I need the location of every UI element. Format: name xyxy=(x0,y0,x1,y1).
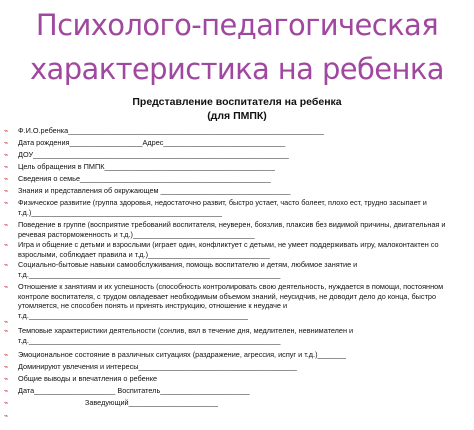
field-text[interactable]: Отношение к занятиям и их успешность (способность контролировать свою деятельность, нуждается в помощи, постоянном контроле воспитателя, с трудом овладевает необходимым объемом знаний, неусидчив, не доводит дело до конца, быстро утомляется, не способен понять и принять инструкцию, отношение к неудаче и т.д.______________________________________________________ xyxy=(18,282,446,320)
bullet-arrow-icon: ⌁ xyxy=(4,413,9,420)
bullet-arrow-icon: ⌁ xyxy=(4,164,9,171)
bullet-arrow-icon: ⌁ xyxy=(4,364,9,371)
bullet-arrow-icon: ⌁ xyxy=(4,242,9,249)
page-title-line-2: характеристика на ребенка xyxy=(30,52,444,86)
bullet-arrow-icon: ⌁ xyxy=(4,400,9,407)
form-fields xyxy=(0,124,474,430)
field-text[interactable]: Темповые характеристики деятельности (сонлив, вял в течение дня, медлителен, невнимателен и т.д.______________________________________________________________ xyxy=(18,326,356,345)
field-text[interactable]: Дата рождения__________________Адрес______________________________ xyxy=(18,138,286,147)
field-text[interactable]: Эмоциональное состояние в различных ситуациях (раздражение, агрессия, испуг и т.д.)_______ xyxy=(18,350,346,359)
field-text[interactable]: Цель обращения в ПМПК__________________________________________ xyxy=(18,162,275,171)
bullet-arrow-icon: ⌁ xyxy=(4,388,9,395)
bullet-arrow-icon: ⌁ xyxy=(4,222,9,229)
bullet-arrow-icon: ⌁ xyxy=(4,200,9,207)
field-text[interactable]: Физическое развитие (группа здоровья, недостаточно развит, быстро устает, часто болеет, плохо ест, трудно засыпает и т.д.)_______________________________________________ xyxy=(18,198,429,217)
field-text[interactable]: Дата____________________ Воспитатель______________________ xyxy=(18,386,250,395)
bullet-arrow-icon: ⌁ xyxy=(4,284,9,291)
page-title-line-1: Психолого-педагогическая xyxy=(35,8,439,42)
bullet-arrow-icon: ⌁ xyxy=(4,262,9,269)
bullet-arrow-icon: ⌁ xyxy=(4,140,9,147)
bullet-arrow-icon: ⌁ xyxy=(4,328,9,335)
bullet-arrow-icon: ⌁ xyxy=(4,176,9,183)
field-text[interactable]: Знания и представления об окружающем ________________________________ xyxy=(18,186,291,195)
bullet-arrow-icon: ⌁ xyxy=(4,152,9,159)
field-text[interactable]: Социально-бытовые навыки самообслуживания, помощь воспитателю и детям, любимое занятие и т.д.______________________________________________________________ xyxy=(18,260,360,279)
form-subtitle-note: (для ПМПК) xyxy=(207,110,267,122)
bullet-arrow-icon: ⌁ xyxy=(4,319,9,326)
field-text[interactable]: Поведение в группе (восприятие требований воспитателя, неуверен, боязлив, плаксив без видимой причины, двигательная и речевая расторможенность и т.д.)______________________________ xyxy=(18,220,448,239)
bullet-arrow-icon: ⌁ xyxy=(4,128,9,135)
field-text[interactable]: ДОУ_______________________________________________________________ xyxy=(18,150,289,159)
field-text[interactable]: Сведения о семье_______________________________________________ xyxy=(18,174,271,183)
field-text[interactable]: Общие выводы и впечатления о ребенке xyxy=(18,374,158,383)
field-text[interactable]: Ф.И.О.ребенка_______________________________________________________________ xyxy=(18,126,324,135)
form-subtitle: Представление воспитателя на ребенка xyxy=(132,96,342,108)
field-text[interactable]: Доминируют увлечения и интересы_______________________________________ xyxy=(18,362,297,371)
bullet-arrow-icon: ⌁ xyxy=(4,352,9,359)
field-text[interactable]: Игра и общение с детьми и взрослыми (играет один, конфликтует с детьми, не умеет поддерживать игру, малоконтактен со взрослыми, соблюдает правила и т.д.)______________________________ xyxy=(18,240,441,259)
bullet-arrow-icon: ⌁ xyxy=(4,376,9,383)
field-text[interactable]: Заведующий______________________ xyxy=(18,398,218,407)
bullet-arrow-icon: ⌁ xyxy=(4,188,9,195)
